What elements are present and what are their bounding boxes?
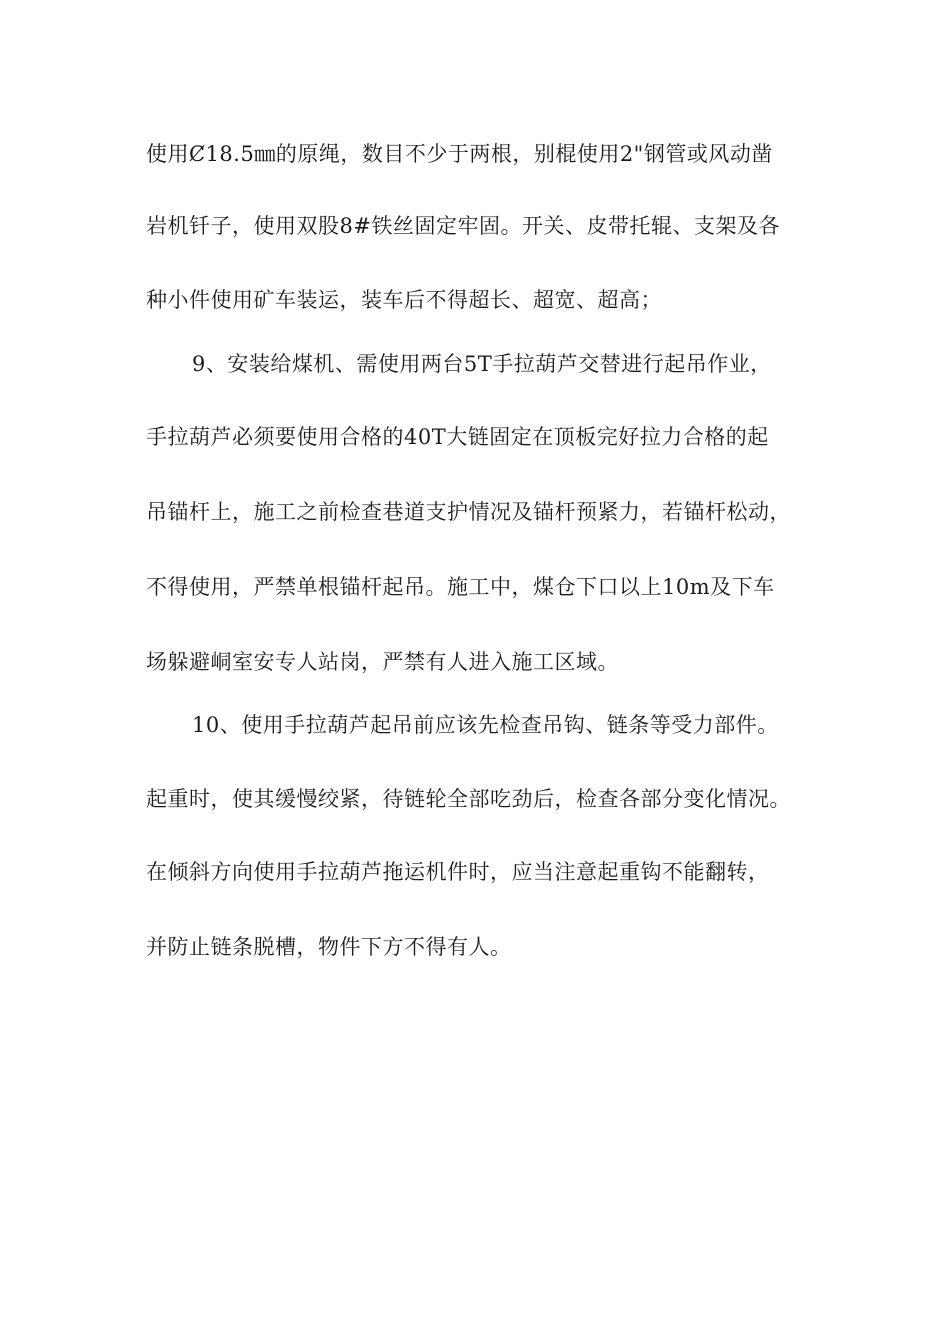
text-line-10: 起重时，使其缓慢绞紧，待链轮全部吃劲后，检查各部分变化情况。 <box>146 787 791 811</box>
text-line-3: 种小件使用矿车装运，装车后不得超长、超宽、超高； <box>146 288 662 312</box>
text-line-2: 岩机钎子，使用双股8#铁丝固定牢固。开关、皮带托辊、支架及各 <box>146 214 780 238</box>
paragraph-10-start: 10、使用手拉葫芦起吊前应该先检查吊钩、链条等受力部件。 <box>192 713 779 737</box>
text-line-11: 在倾斜方向使用手拉葫芦拖运机件时，应当注意起重钩不能翻转， <box>146 860 770 884</box>
text-line-6: 吊锚杆上，施工之前检查巷道支护情况及锚杆预紧力，若锚杆松动， <box>146 500 791 524</box>
text-line-1: 使用Ȼ18.5㎜的原绳，数目不少于两根，别棍使用2"钢管或风动凿 <box>146 142 773 166</box>
text-line-8: 场躲避峒室安专人站岗，严禁有人进入施工区域。 <box>146 650 619 674</box>
paragraph-9-start: 9、安装给煤机、需使用两台5T手拉葫芦交替进行起吊作业， <box>192 352 772 376</box>
text-line-12: 并防止链条脱槽，物件下方不得有人。 <box>146 935 512 959</box>
text-line-5: 手拉葫芦必须要使用合格的40T大链固定在顶板完好拉力合格的起 <box>146 425 769 449</box>
text-line-7: 不得使用，严禁单根锚杆起吊。施工中，煤仓下口以上10m及下车 <box>146 575 775 599</box>
